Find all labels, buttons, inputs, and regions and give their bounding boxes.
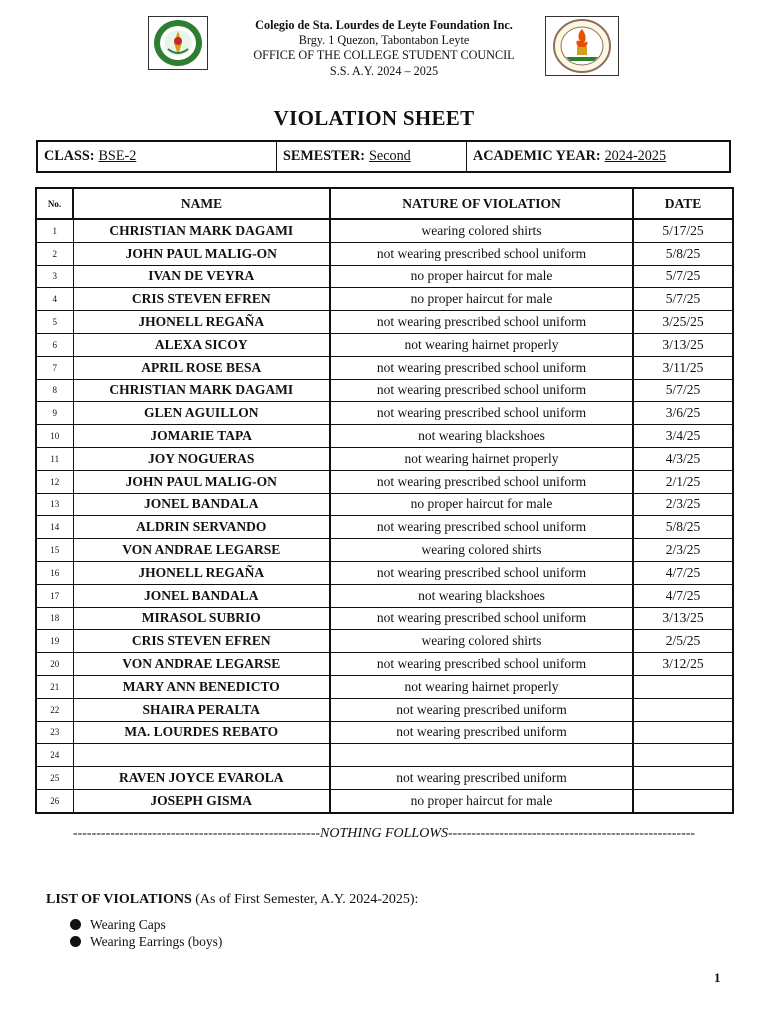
school-name: Colegio de Sta. Lourdes de Leyte Foundation Inc. (255, 18, 513, 32)
cell-date (633, 744, 733, 767)
school-year: S.S. A.Y. 2024 – 2025 (329, 63, 439, 78)
cell-no: 14 (36, 516, 73, 539)
list-item-text: Wearing Caps (90, 917, 166, 932)
cell-date: 3/11/25 (633, 356, 733, 379)
table-row (36, 333, 733, 356)
cell-violation: not wearing prescribed school uniform (330, 402, 633, 425)
cell-name: ALDRIN SERVANDO (73, 516, 330, 539)
cell-name: IVAN DE VEYRA (73, 265, 330, 288)
cell-no: 6 (36, 333, 73, 356)
cell-name: RAVEN JOYCE EVAROLA (73, 767, 330, 790)
cell-date: 4/7/25 (633, 584, 733, 607)
table-row (36, 219, 733, 242)
table-row (36, 721, 733, 744)
violation-table (35, 187, 734, 814)
cell-no: 2 (36, 242, 73, 265)
cell-name: JOHN PAUL MALIG-ON (73, 470, 330, 493)
table-row (36, 561, 733, 584)
school-seal-icon (149, 17, 207, 69)
table-row (36, 356, 733, 379)
cell-no: 11 (36, 447, 73, 470)
cell-date: 3/13/25 (633, 607, 733, 630)
list-of-violations-title (46, 892, 418, 908)
cell-no: 18 (36, 607, 73, 630)
cell-no: 7 (36, 356, 73, 379)
cell-violation: not wearing prescribed school uniform (330, 470, 633, 493)
cell-violation: not wearing hairnet properly (330, 333, 633, 356)
cell-date: 5/7/25 (633, 265, 733, 288)
cell-date: 4/3/25 (633, 447, 733, 470)
cell-no: 15 (36, 539, 73, 562)
cell-date: 3/25/25 (633, 311, 733, 334)
table-body (36, 219, 733, 813)
class-cell (38, 142, 276, 171)
cell-date: 4/7/25 (633, 561, 733, 584)
cell-date (633, 721, 733, 744)
cell-name: GLEN AGUILLON (73, 402, 330, 425)
header-violation: NATURE OF VIOLATION (330, 188, 633, 219)
cell-date: 5/8/25 (633, 242, 733, 265)
page-title: VIOLATION SHEET (273, 106, 475, 130)
cell-violation: not wearing hairnet properly (330, 447, 633, 470)
cell-violation: wearing colored shirts (330, 630, 633, 653)
list-title-bold: LIST OF VIOLATIONS (46, 892, 192, 907)
table-row (36, 675, 733, 698)
cell-violation: not wearing prescribed school uniform (330, 311, 633, 334)
table-row (36, 265, 733, 288)
table-row (36, 653, 733, 676)
cell-violation: not wearing prescribed uniform (330, 698, 633, 721)
cell-name: JOHN PAUL MALIG-ON (73, 242, 330, 265)
cell-no: 19 (36, 630, 73, 653)
violations-list (70, 916, 222, 950)
cell-name: CRIS STEVEN EFREN (73, 288, 330, 311)
semester-value: Second (369, 148, 411, 164)
cell-date: 5/7/25 (633, 288, 733, 311)
list-item (70, 916, 222, 933)
academic-year-cell (466, 142, 729, 171)
cell-name: JHONELL REGAÑA (73, 311, 330, 334)
cell-violation: no proper haircut for male (330, 288, 633, 311)
table-row (36, 493, 733, 516)
cell-date: 3/4/25 (633, 425, 733, 448)
table-row (36, 539, 733, 562)
table-row (36, 288, 733, 311)
academic-year-value: 2024-2025 (604, 148, 667, 164)
cell-date: 5/7/25 (633, 379, 733, 402)
cell-name: VON ANDRAE LEGARSE (73, 539, 330, 562)
header-text (230, 18, 538, 79)
cell-date: 3/13/25 (633, 333, 733, 356)
list-item-text: Wearing Earrings (boys) (90, 934, 223, 949)
cell-no: 3 (36, 265, 73, 288)
cell-no: 21 (36, 675, 73, 698)
school-seal-logo (148, 16, 208, 70)
cell-violation: no proper haircut for male (330, 789, 633, 812)
cell-no: 25 (36, 767, 73, 790)
table-row (36, 402, 733, 425)
cell-no: 23 (36, 721, 73, 744)
cell-no: 26 (36, 789, 73, 812)
table-row (36, 630, 733, 653)
cell-violation: not wearing prescribed uniform (330, 767, 633, 790)
cell-date: 2/3/25 (633, 539, 733, 562)
cell-violation: wearing colored shirts (330, 219, 633, 242)
cell-name: JOSEPH GISMA (73, 789, 330, 812)
cell-name: JONEL BANDALA (73, 584, 330, 607)
cell-violation: not wearing prescribed school uniform (330, 653, 633, 676)
table-row (36, 516, 733, 539)
school-address: Brgy. 1 Quezon, Tabontabon Leyte (298, 33, 470, 48)
cell-violation: not wearing prescribed school uniform (330, 561, 633, 584)
cell-violation: not wearing prescribed school uniform (330, 607, 633, 630)
cell-violation: not wearing prescribed school uniform (330, 356, 633, 379)
student-council-logo (545, 16, 619, 76)
cell-no: 4 (36, 288, 73, 311)
cell-no: 10 (36, 425, 73, 448)
student-council-seal-icon (546, 17, 618, 75)
cell-no: 9 (36, 402, 73, 425)
cell-name: MA. LOURDES REBATO (73, 721, 330, 744)
table-row (36, 744, 733, 767)
cell-violation (330, 744, 633, 767)
office-name: OFFICE OF THE COLLEGE STUDENT COUNCIL (253, 48, 515, 63)
cell-no: 24 (36, 744, 73, 767)
table-row (36, 698, 733, 721)
cell-no: 20 (36, 653, 73, 676)
cell-violation: no proper haircut for male (330, 493, 633, 516)
cell-name: SHAIRA PERALTA (73, 698, 330, 721)
cell-violation: not wearing blackshoes (330, 425, 633, 448)
table-row (36, 767, 733, 790)
cell-date (633, 789, 733, 812)
cell-no: 22 (36, 698, 73, 721)
cell-name: MIRASOL SUBRIO (73, 607, 330, 630)
cell-name: JONEL BANDALA (73, 493, 330, 516)
cell-no: 8 (36, 379, 73, 402)
cell-violation: not wearing prescribed school uniform (330, 379, 633, 402)
cell-name: CRIS STEVEN EFREN (73, 630, 330, 653)
cell-violation: not wearing hairnet properly (330, 675, 633, 698)
table-row (36, 470, 733, 493)
cell-no: 12 (36, 470, 73, 493)
cell-name: MARY ANN BENEDICTO (73, 675, 330, 698)
class-label: CLASS: (44, 148, 95, 164)
cell-violation: not wearing prescribed school uniform (330, 242, 633, 265)
cell-violation: not wearing prescribed uniform (330, 721, 633, 744)
header-no: No. (36, 188, 73, 219)
cell-name: CHRISTIAN MARK DAGAMI (73, 219, 330, 242)
header-name: NAME (73, 188, 330, 219)
cell-name: VON ANDRAE LEGARSE (73, 653, 330, 676)
cell-violation: no proper haircut for male (330, 265, 633, 288)
academic-year-label: ACADEMIC YEAR: (473, 148, 601, 164)
bullet-icon (70, 919, 81, 930)
cell-date (633, 698, 733, 721)
cell-name: CHRISTIAN MARK DAGAMI (73, 379, 330, 402)
page-number: 1 (714, 970, 721, 985)
header-date: DATE (633, 188, 733, 219)
nothing-follows-line: -----------------------------------------------------NOTHING FOLLOWS----------------------------------------------------- (72, 826, 696, 841)
cell-violation: not wearing blackshoes (330, 584, 633, 607)
cell-no: 16 (36, 561, 73, 584)
cell-name: JHONELL REGAÑA (73, 561, 330, 584)
cell-date (633, 675, 733, 698)
table-header-row (36, 188, 733, 219)
cell-violation: not wearing prescribed school uniform (330, 516, 633, 539)
table-row (36, 607, 733, 630)
cell-date: 2/1/25 (633, 470, 733, 493)
document-header (0, 16, 768, 80)
cell-date: 3/6/25 (633, 402, 733, 425)
cell-date: 5/17/25 (633, 219, 733, 242)
cell-no: 5 (36, 311, 73, 334)
cell-no: 13 (36, 493, 73, 516)
table-row (36, 311, 733, 334)
cell-name: JOY NOGUERAS (73, 447, 330, 470)
list-title-rest: (As of First Semester, A.Y. 2024-2025): (191, 892, 419, 907)
table-row (36, 447, 733, 470)
cell-name: ALEXA SICOY (73, 333, 330, 356)
cell-no: 1 (36, 219, 73, 242)
cell-no: 17 (36, 584, 73, 607)
semester-label: SEMESTER: (283, 148, 365, 164)
table-row (36, 425, 733, 448)
cell-name (73, 744, 330, 767)
cell-date: 2/3/25 (633, 493, 733, 516)
cell-name: JOMARIE TAPA (73, 425, 330, 448)
table-row (36, 379, 733, 402)
cell-date: 5/8/25 (633, 516, 733, 539)
table-row (36, 584, 733, 607)
cell-violation: wearing colored shirts (330, 539, 633, 562)
table-row (36, 242, 733, 265)
table-row (36, 789, 733, 812)
cell-date (633, 767, 733, 790)
bullet-icon (70, 936, 81, 947)
cell-name: APRIL ROSE BESA (73, 356, 330, 379)
semester-cell (276, 142, 466, 171)
cell-date: 3/12/25 (633, 653, 733, 676)
list-item (70, 933, 222, 950)
cell-date: 2/5/25 (633, 630, 733, 653)
class-info-box (36, 140, 731, 173)
class-value: BSE-2 (98, 148, 137, 164)
